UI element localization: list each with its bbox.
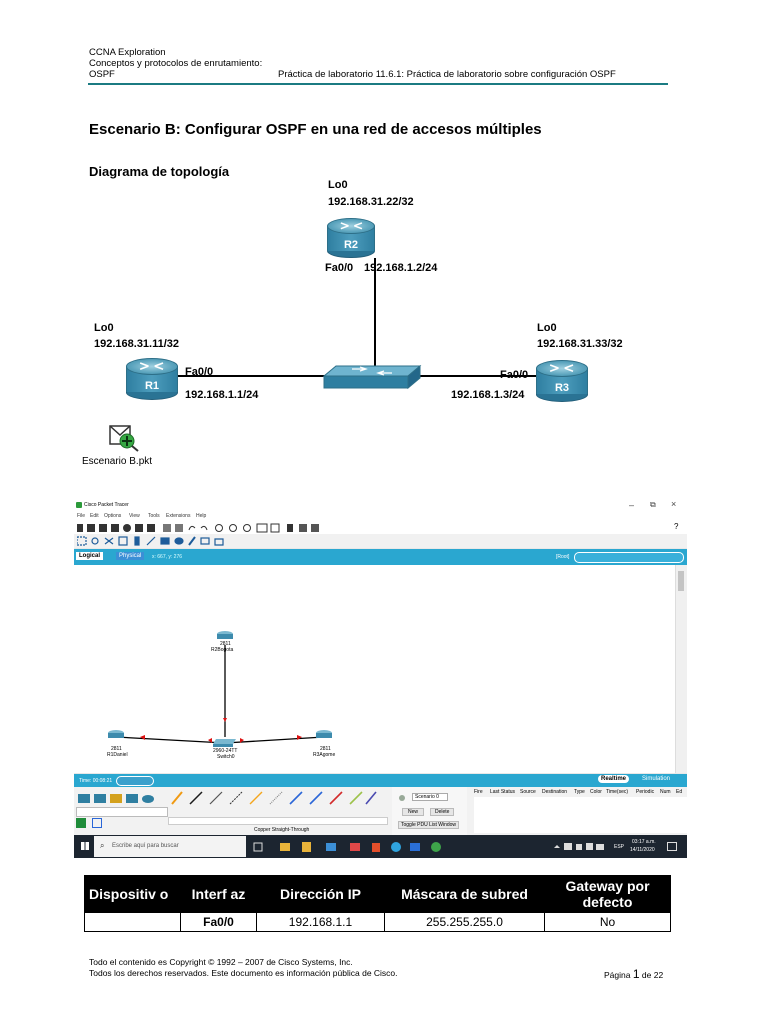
topology-links xyxy=(0,0,768,480)
router-r3-icon[interactable] xyxy=(536,360,588,402)
cable-label: Copper Straight-Through xyxy=(254,827,310,833)
pt-main-toolbar xyxy=(74,520,687,534)
r1-if-ip: 192.168.1.1/24 xyxy=(185,389,259,401)
header-line-2: Conceptos y protocolos de enrutamiento: xyxy=(89,58,263,69)
page-label: Página xyxy=(604,970,631,980)
scenario-info-icon xyxy=(399,795,405,801)
tab-physical-label: Physical xyxy=(119,553,142,559)
connection-type-icons[interactable] xyxy=(168,790,378,806)
pdu-list-header xyxy=(474,789,687,797)
root-label: [Root] xyxy=(556,554,570,560)
windows-start-icon[interactable] xyxy=(81,842,89,850)
device-hscroll[interactable] xyxy=(168,817,388,825)
pt-vertical-scrollbar[interactable] xyxy=(675,565,687,773)
pdu-col-destination: Destination xyxy=(542,789,568,795)
page-num: 1 xyxy=(632,967,640,981)
maximize-icon[interactable]: ⧉ xyxy=(650,500,656,509)
edit-tools-icons[interactable] xyxy=(77,535,247,547)
menu-options[interactable]: Options xyxy=(104,513,122,519)
pt-switch-name: Switch0 xyxy=(217,754,235,760)
realtime-mode[interactable] xyxy=(598,775,629,783)
menu-file[interactable]: File xyxy=(77,513,86,519)
r2-lo-ip: 192.168.31.22/32 xyxy=(328,196,414,208)
taskbar-time: 03:17 a.m. xyxy=(632,839,656,845)
tab-physical[interactable] xyxy=(116,552,144,560)
pt-r2-name: R2Bogota xyxy=(211,647,234,653)
workspace-coords: x: 667, y: 276 xyxy=(152,554,183,560)
pdu-col-periodic: Periodic xyxy=(636,789,655,795)
notification-icon[interactable] xyxy=(667,842,677,851)
grid-icon[interactable] xyxy=(92,818,102,828)
menu-tools[interactable]: Tools xyxy=(148,513,160,519)
footer-line-2: Todos los derechos reservados. Este documento es información pública de Cisco. xyxy=(89,968,398,978)
scenario-panel xyxy=(392,787,467,835)
taskbar-app-icons[interactable] xyxy=(252,837,452,857)
toggle-pdu-label: Toggle PDU List Window xyxy=(401,822,457,828)
col-device: Dispositiv o xyxy=(85,876,181,913)
pt-time: Time: 00:08:21 xyxy=(79,778,113,784)
r2-if-ip: 192.168.1.2/24 xyxy=(364,262,438,274)
scenario-select[interactable] xyxy=(412,793,448,801)
tab-logical-label: Logical xyxy=(79,553,101,559)
delete-scenario-label: Delete xyxy=(435,809,450,815)
header-line-3: OSPF xyxy=(89,69,115,80)
router-r2-icon[interactable] xyxy=(327,218,375,258)
page-of: de 22 xyxy=(641,970,664,980)
pdu-list-area[interactable] xyxy=(474,797,687,833)
cell-ip-address: 192.168.1.1 xyxy=(257,913,385,932)
help-icon[interactable]: ? xyxy=(674,522,679,531)
pdu-col-num: Num xyxy=(660,789,671,795)
delete-scenario-button[interactable] xyxy=(430,808,454,816)
packet-tracer-file-icon xyxy=(106,422,140,452)
cell-subnet-mask: 255.255.255.0 xyxy=(385,913,545,932)
viewport-controls[interactable] xyxy=(574,552,684,563)
section-title: Escenario B: Configurar OSPF en una red de accesos múltiples xyxy=(89,121,542,138)
r1-lo-ip: 192.168.31.11/32 xyxy=(94,338,180,350)
simulation-label: Simulation xyxy=(642,776,671,782)
r1-if: Fa0/0 xyxy=(185,366,214,378)
menu-view[interactable]: View xyxy=(129,513,140,519)
device-search-box[interactable] xyxy=(76,807,168,817)
minimize-icon[interactable]: – xyxy=(629,500,635,510)
pt-r1-model: 2811 xyxy=(111,746,122,752)
r3-lo-label: Lo0 xyxy=(537,322,557,334)
cell-interface: Fa0/0 xyxy=(181,913,257,932)
pkt-file-attachment[interactable] xyxy=(82,420,172,468)
pdu-col-last-status: Last Status xyxy=(490,789,516,795)
pt-play-controls[interactable] xyxy=(116,776,154,786)
col-subnet-mask: Máscara de subred xyxy=(385,876,545,913)
pt-menu-bar xyxy=(74,512,687,520)
taskbar-search-icon: ⌕ xyxy=(100,841,105,850)
taskbar-lang: ESP xyxy=(614,844,625,850)
table-row xyxy=(85,913,671,932)
switch-icon[interactable] xyxy=(322,364,422,390)
r3-if: Fa0/0 xyxy=(500,369,529,381)
r3-lo-ip: 192.168.31.33/32 xyxy=(537,338,623,350)
topology-title: Diagrama de topología xyxy=(89,164,230,179)
scenario-select-value: Scenario 0 xyxy=(415,794,439,800)
router-r2-name: R2 xyxy=(343,238,359,251)
pdu-col-time: Time(sec) xyxy=(606,789,629,795)
col-default-gateway: Gateway por defecto xyxy=(545,876,671,913)
simulation-mode[interactable] xyxy=(642,776,670,782)
taskbar-search-placeholder: Escribe aquí para buscar xyxy=(112,843,179,849)
addressing-table xyxy=(84,875,671,932)
pt-r3-model: 2811 xyxy=(320,746,331,752)
footer-line-1: Todo el contenido es Copyright © 1992 – 2007 de Cisco Systems, Inc. xyxy=(89,957,353,967)
pt-window-title: Cisco Packet Tracer xyxy=(84,502,129,508)
footer-copyright xyxy=(89,957,398,979)
page-number xyxy=(604,969,663,981)
header-right: Práctica de laboratorio 11.6.1: Práctica de laboratorio sobre configuración OSPF xyxy=(278,69,616,80)
realtime-label: Realtime xyxy=(601,776,627,782)
header-line-1: CCNA Exploration xyxy=(89,47,166,58)
pt-device-panel xyxy=(74,787,687,835)
router-r1-name: R1 xyxy=(144,379,160,392)
pkt-file-name: Escenario B.pkt xyxy=(82,456,153,467)
packet-tracer-screenshot xyxy=(74,498,687,858)
device-category-icons[interactable] xyxy=(76,792,166,806)
r3-if-ip: 192.168.1.3/24 xyxy=(451,389,525,401)
taskbar-search-box[interactable] xyxy=(94,836,246,857)
r2-if: Fa0/0 xyxy=(325,262,354,274)
pt-time-bar xyxy=(74,774,687,787)
pt-workspace-bar xyxy=(74,549,687,565)
menu-edit[interactable]: Edit xyxy=(90,513,99,519)
col-ip-address: Dirección IP xyxy=(257,876,385,913)
r1-lo-label: Lo0 xyxy=(94,322,114,334)
system-tray-icons[interactable] xyxy=(552,840,612,854)
router-r1-icon[interactable] xyxy=(126,358,178,400)
close-icon[interactable]: × xyxy=(671,499,677,509)
taskbar-date: 14/11/2020 xyxy=(630,847,655,853)
pt-logo-icon xyxy=(76,502,82,508)
pdu-col-source: Source xyxy=(520,789,536,795)
pdu-col-type: Type xyxy=(574,789,585,795)
pt-r2-model: 2811 xyxy=(220,641,231,647)
col-interface: Interf az xyxy=(181,876,257,913)
pt-r3-name: R3Agome xyxy=(313,752,336,758)
cell-device xyxy=(85,913,181,932)
toggle-pdu-button[interactable] xyxy=(398,821,459,829)
new-scenario-label: New xyxy=(408,809,419,815)
pdu-col-color: Color xyxy=(590,789,602,795)
pt-logical-canvas[interactable] xyxy=(74,565,676,773)
r2-lo-label: Lo0 xyxy=(328,179,348,191)
pdu-col-fire: Fire xyxy=(474,789,483,795)
menu-help[interactable]: Help xyxy=(196,513,207,519)
pt-secondary-toolbar xyxy=(74,534,687,548)
pt-title-bar xyxy=(74,498,687,512)
router-r3-name: R3 xyxy=(554,381,570,394)
windows-taskbar xyxy=(74,835,687,858)
pt-switch-model: 2960-24TT xyxy=(213,748,238,754)
tab-logical[interactable] xyxy=(76,552,103,560)
menu-extensions[interactable]: Extensions xyxy=(166,513,191,519)
pdu-col-edit: Ed xyxy=(676,789,683,795)
lightning-icon[interactable] xyxy=(76,818,86,828)
new-scenario-button[interactable] xyxy=(402,808,424,816)
cell-default-gateway: No xyxy=(545,913,671,932)
pt-r1-name: R1Daniel xyxy=(107,752,128,758)
